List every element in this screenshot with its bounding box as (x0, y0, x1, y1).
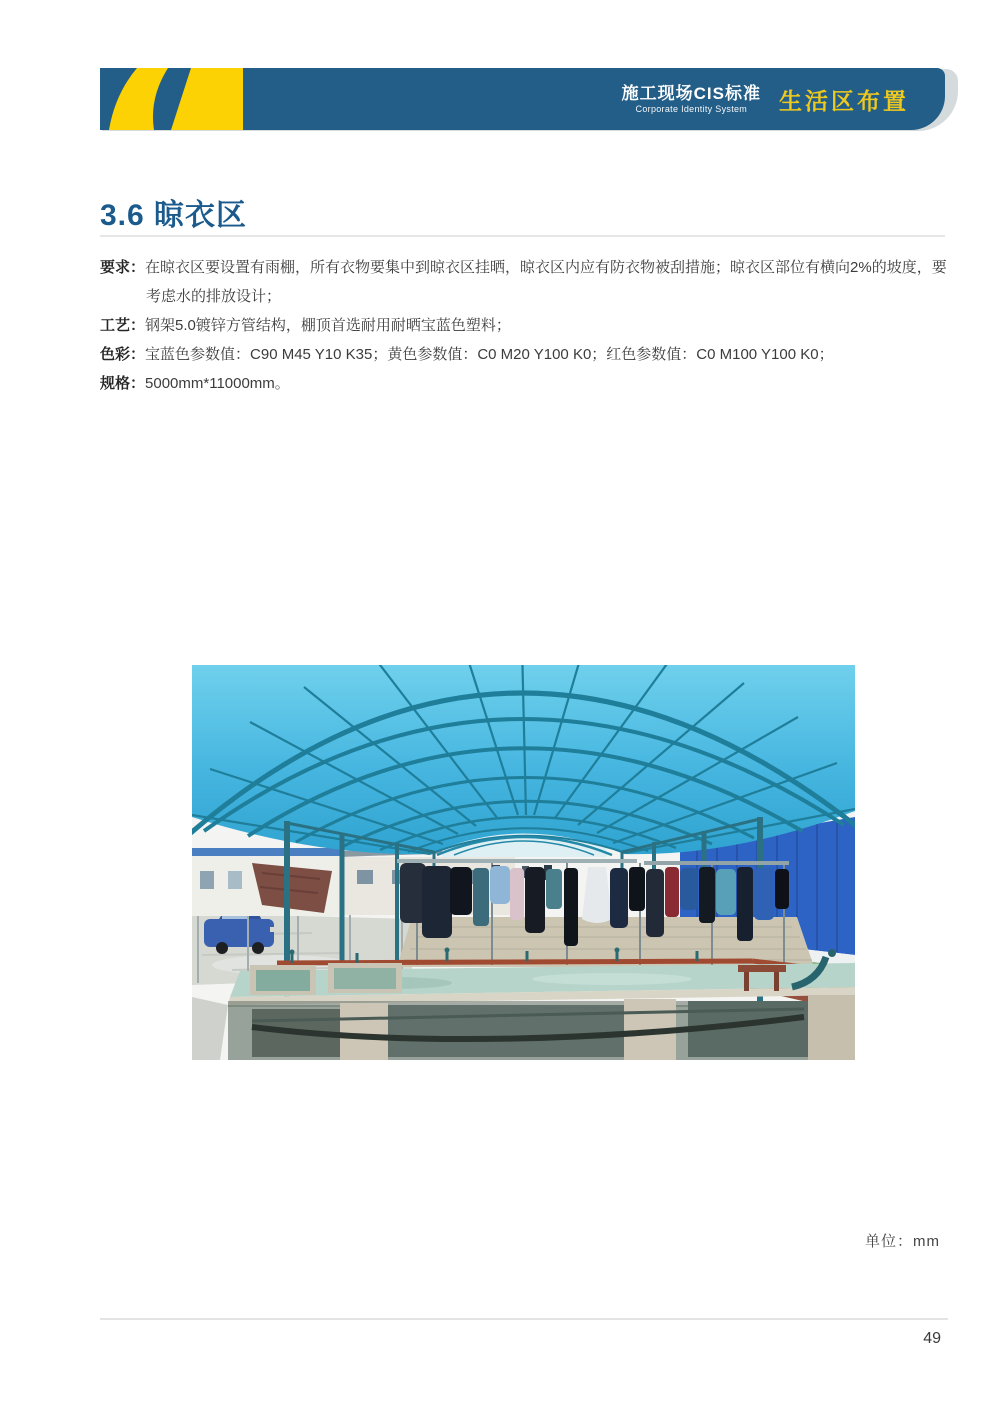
section-badge: 生活区布置 (779, 87, 909, 114)
footer-divider (100, 1318, 948, 1320)
drying-area-photo (192, 665, 855, 1060)
unit-note: 单位：mm (865, 1233, 940, 1250)
spec-label-size: 规格： (100, 375, 146, 392)
spec-text-size: 5000mm*11000mm。 (145, 375, 290, 392)
counter-bays (228, 995, 855, 1060)
spec-row-process (100, 311, 950, 340)
header-bar (100, 68, 945, 130)
cis-title-block (622, 84, 761, 115)
spec-label-process: 工艺： (100, 317, 146, 334)
spec-text-process: 钢架5.0镀锌方管结构，棚顶首选耐用耐晒宝蓝色塑料； (145, 317, 511, 334)
page-number: 49 (923, 1330, 941, 1347)
spec-row-size (100, 369, 950, 398)
spec-label-colors: 色彩： (100, 346, 146, 363)
cis-title-cn: 施工现场CIS标准 (621, 83, 761, 103)
spec-text-colors: 宝蓝色参数值：C90 M45 Y10 K35；黄色参数值：C0 M20 Y100 K0；红色参数值：C0 M100 Y100 K0； (145, 346, 834, 363)
cis-title-en: Corporate Identity System (635, 103, 748, 114)
drying-area-illustration (192, 665, 855, 1060)
company-logo-icon (100, 68, 250, 130)
spec-row-requirements (100, 253, 950, 311)
spec-label-requirements: 要求： (100, 259, 146, 276)
spec-list (100, 253, 950, 398)
spec-row-colors (100, 340, 950, 369)
heading-divider (100, 235, 945, 237)
page-heading: 3.6 晾衣区 (100, 199, 248, 232)
spec-text-requirements: 在晾衣区要设置有雨棚，所有衣物要集中到晾衣区挂晒，晾衣区内应有防衣物被刮措施；晾衣区部位有横向2%的坡度，要考虑水的排放设计； (145, 259, 947, 305)
